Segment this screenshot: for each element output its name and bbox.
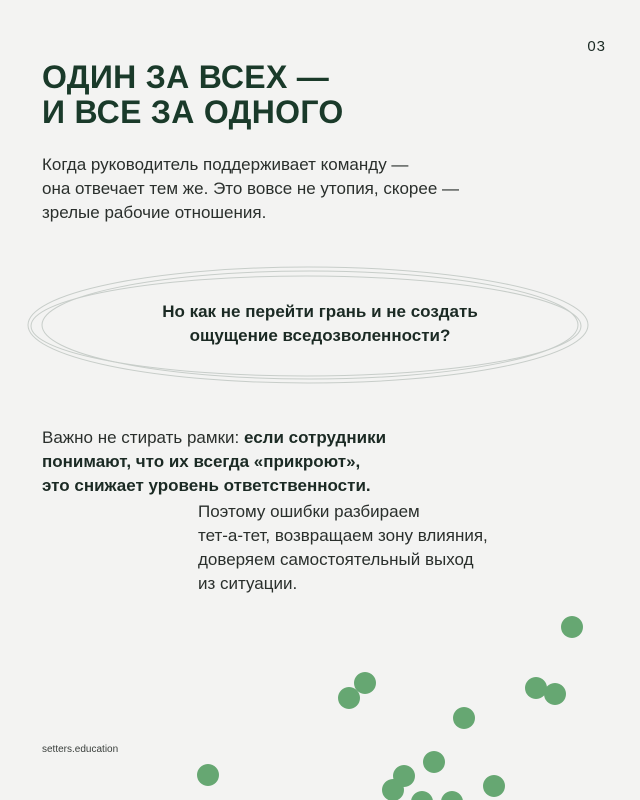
green-dot	[354, 672, 376, 694]
green-dot	[393, 765, 415, 787]
page-title	[42, 60, 344, 130]
body2-line-1: Поэтому ошибки разбираем	[198, 502, 420, 521]
green-dot	[544, 683, 566, 705]
green-dot	[411, 791, 433, 800]
question-line-1: Но как не перейти грань и не создать	[162, 302, 478, 321]
question-line-2: ощущение вседозволенности?	[189, 326, 451, 345]
body-line-3: это снижает уровень ответственности.	[42, 476, 371, 495]
green-dot	[423, 751, 445, 773]
title-line-2: И ВСЕ ЗА ОДНОГО	[42, 94, 344, 130]
green-dot	[441, 791, 463, 800]
green-dot	[561, 616, 583, 638]
intro-paragraph	[42, 153, 602, 225]
green-dot	[382, 779, 404, 800]
green-dot	[525, 677, 547, 699]
body-line-1-regular: Важно не стирать рамки:	[42, 428, 244, 447]
body2-line-4: из ситуации.	[198, 574, 298, 593]
green-dot	[453, 707, 475, 729]
body-line-1-bold: если сотрудники	[243, 428, 387, 447]
intro-line-1: Когда руководитель поддерживает команду —	[42, 155, 409, 174]
footer-brand: setters.education	[42, 744, 119, 755]
title-line-1: ОДИН ЗА ВСЕХ —	[42, 59, 330, 95]
green-dot	[197, 764, 219, 786]
body-paragraph-2	[198, 500, 618, 596]
intro-line-2: она отвечает тем же. Это вовсе не утопия, скорее —	[42, 179, 460, 198]
body2-line-2: тет-а-тет, возвращаем зону влияния,	[198, 526, 488, 545]
page-number: 03	[587, 38, 606, 55]
body-line-1	[42, 426, 602, 450]
body2-line-3: доверяем самостоятельный выход	[198, 550, 474, 569]
question-callout	[0, 300, 640, 348]
body-paragraph	[42, 426, 602, 498]
green-dot	[483, 775, 505, 797]
intro-line-3: зрелые рабочие отношения.	[42, 203, 267, 222]
body-line-2: понимают, что их всегда «прикроют»,	[42, 452, 361, 471]
green-dot	[338, 687, 360, 709]
